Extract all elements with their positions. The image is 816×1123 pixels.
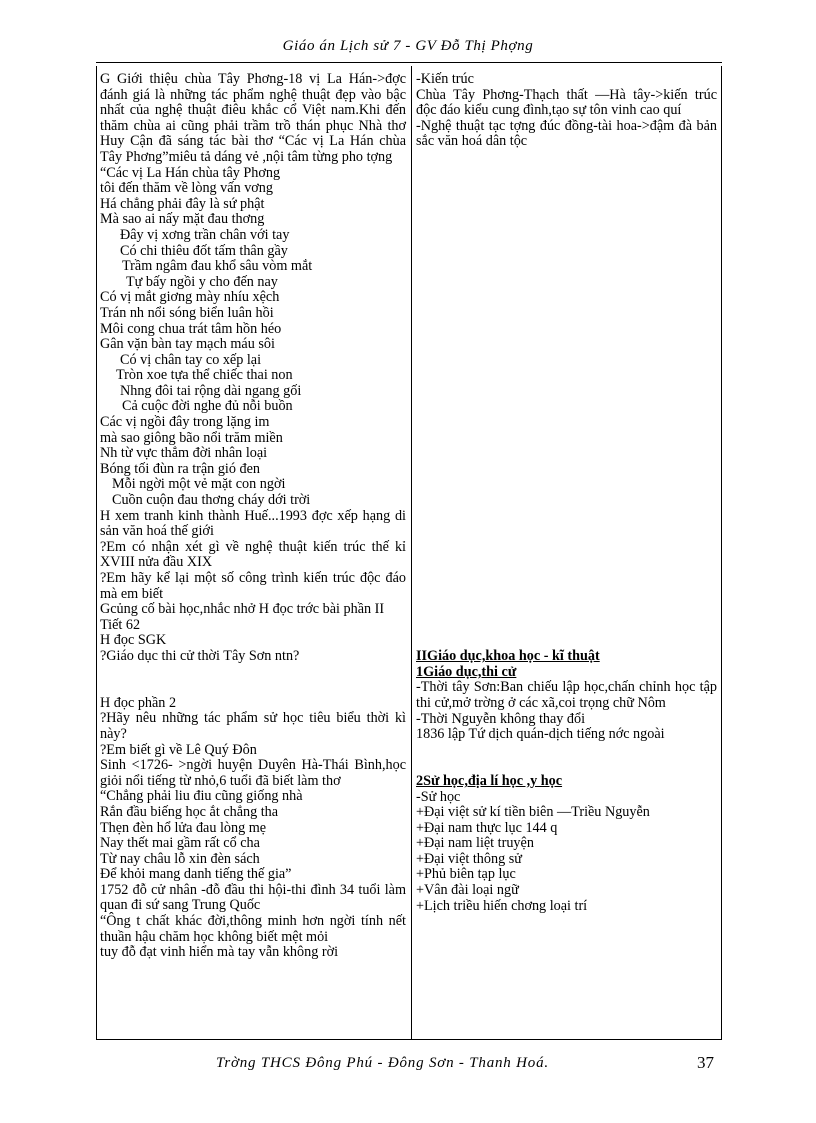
text-line: -Thời Nguyễn không thay đổi <box>416 710 586 727</box>
text-line: 1752 đỗ cử nhân -đỗ đầu thi hội-thi đình 34 tuổi làm quan đi sứ sang Trung Quốc <box>100 881 406 914</box>
header-rule <box>96 62 722 63</box>
text-line: H xem tranh kinh thành Huế...1993 đợc xếp hạng di sản văn hoá thế giới <box>100 507 406 540</box>
text-line: ?Hãy nêu những tác phẩm sử học tiêu biểu thời kì này? <box>100 710 406 742</box>
page-header: Giáo án Lịch sử 7 - GV Đỗ Thị Phợng <box>282 38 534 54</box>
text-line: Các vị ngồi đây trong lặng im <box>100 414 270 431</box>
text-line: Há chẳng phải đây là sứ phật <box>100 195 265 212</box>
text-line: -Sử học <box>416 788 461 805</box>
text-line: ?Giáo dục thi cử thời Tây Sơn ntn? <box>100 647 300 664</box>
lesson-content-column <box>416 72 717 914</box>
text-line: Có vị mắt giơng mày nhíu xệch <box>100 289 280 306</box>
text-line: +Lịch triều hiến chơng loại trí <box>416 897 588 914</box>
text-line: ?Em có nhận xét gì về nghệ thuật kiến trúc thế kỉ XVIII nửa đầu XIX <box>100 538 406 571</box>
text-line: Để khỏi mang danh tiếng thế gia” <box>100 866 292 883</box>
text-line: Môi cong chua trát tâm hồn héo <box>100 320 282 337</box>
lesson-table <box>96 66 722 1040</box>
text-line: +Vân đài loại ngữ <box>416 882 519 899</box>
text-line: -Kiến trúc <box>416 71 474 87</box>
text-line: Bóng tối đùn ra trận gió đen <box>100 460 260 477</box>
text-line: Trán nh nổi sóng biển luân hồi <box>100 304 274 321</box>
text-line: G Giới thiệu chùa Tây Phơng-18 vị La Hán->đợc đánh giá là những tác phẩm nghệ thuật đẹp vào bậc nhất của nghệ thuật điêu khắc cổ Việt nam.Khi đến thăm chùa ai cũng phải trầm trồ thán phục Nhà thơ Huy Cận đã sáng tác bài thơ “Các vị La Hán chùa Tây Phơng”miêu tả dáng vẻ ,nội tâm từng pho tợng <box>100 71 406 165</box>
text-line: Chùa Tây Phơng-Thạch thất —Hà tây->kiến trúc độc đáo kiểu cung đình,tạo sự tôn vinh cao quí <box>416 86 717 119</box>
text-line: Mà sao ai nấy mặt đau thơng <box>100 211 265 228</box>
text-line: H đọc SGK <box>100 632 167 649</box>
text-line: Tiết 62 <box>100 616 141 633</box>
text-line: 1836 lập Tứ dịch quán-dịch tiếng nớc ngoài <box>416 726 665 743</box>
text-line: +Phủ biên tạp lục <box>416 866 516 883</box>
text-line: Mỗi ngời một vẻ mặt con ngời <box>112 476 286 493</box>
text-line: Từ nay châu lỗ xin đèn sách <box>100 850 260 867</box>
text-line: “Các vị La Hán chùa tây Phơng <box>100 164 281 181</box>
text-line: Sinh <1726- >ngời huyện Duyên Hà-Thái Bình,học giỏi nổi tiếng từ nhỏ,6 tuổi đã biết làm thơ <box>100 757 406 789</box>
text-line: “Chẳng phải liu điu cũng giống nhà <box>100 788 303 805</box>
section-heading: IIGiáo dục,khoa học - kĩ thuật <box>416 648 600 665</box>
text-line: tuy đỗ đạt vinh hiển mà tay vẫn không rời <box>100 944 339 961</box>
blank-line <box>100 680 406 696</box>
text-line: Nay thết mai gầm rất cổ cha <box>100 835 260 852</box>
text-line: +Đại việt sử kí tiền biên —Triều Nguyễn <box>416 804 650 821</box>
text-line: +Đại nam thực lục 144 q <box>416 819 558 836</box>
blank-line <box>100 665 406 681</box>
text-line: Rắn đầu biếng học ắt chẳng tha <box>100 803 279 820</box>
text-line: +Đại việt thông sử <box>416 850 522 867</box>
text-line: -Nghệ thuật tạc tợng đúc đồng-tài hoa->đậm đà bản sắc văn hoá dân tộc <box>416 117 717 150</box>
text-line: Trầm ngâm đau khổ sâu vòm mắt <box>122 258 313 275</box>
text-line: ?Em biết gì về Lê Quý Đôn <box>100 741 257 758</box>
text-line: Thẹn đèn hổ lửa đau lòng mẹ <box>100 819 267 836</box>
text-line: mà sao giông bão nổi trăm miền <box>100 429 283 446</box>
text-line: -Thời tây Sơn:Ban chiếu lập học,chấn chỉnh học tập thi cử,mở trờng ở các xã,coi trọng chữ Nôm <box>416 679 717 711</box>
text-line: tôi đến thăm về lòng vấn vơng <box>100 180 273 197</box>
text-line: Nhng đôi tai rộng dài ngang gối <box>120 382 302 399</box>
text-line: Gân vặn bàn tay mạch máu sôi <box>100 336 275 353</box>
text-line: Tự bấy ngồi y cho đến nay <box>126 273 278 290</box>
text-line: Đây vị xơng trần chân với tay <box>120 226 290 243</box>
section-heading: 2Sử học,địa lí học ,y học <box>416 772 563 789</box>
text-line: Nh từ vực thẳm đời nhân loại <box>100 445 268 462</box>
school-name: Trờng THCS Đông Phú - Đông Sơn - Thanh Hoá. <box>216 1055 549 1071</box>
text-line: Có vị chân tay co xếp lại <box>120 351 262 368</box>
column-divider <box>411 66 412 1039</box>
teacher-activity-column <box>100 72 406 961</box>
text-line: H đọc phần 2 <box>100 694 177 711</box>
section-heading: 1Giáo dục,thi cử <box>416 663 517 680</box>
spacer <box>416 150 717 649</box>
spacer <box>416 743 717 774</box>
text-line: “Ông t chất khác đời,thông minh hơn ngời tính nết thuần hậu chăm học không biết mệt mỏi <box>100 913 406 945</box>
page-number: 37 <box>697 1053 714 1072</box>
text-line: +Đại nam liệt truyện <box>416 835 534 852</box>
text-line: Có chi thiêu đốt tấm thân gầy <box>120 242 288 259</box>
text-line: Gcủng cố bài học,nhắc nhở H đọc trớc bài phần II <box>100 601 385 618</box>
text-line: Cả cuộc đời nghe đủ nỗi buồn <box>122 398 293 415</box>
text-line: Tròn xoe tựa thể chiếc thai non <box>116 367 293 384</box>
text-line: Cuồn cuộn đau thơng cháy dới trời <box>112 492 311 509</box>
text-line: ?Em hãy kể lại một số công trình kiến trúc độc đáo mà em biết <box>100 570 406 602</box>
